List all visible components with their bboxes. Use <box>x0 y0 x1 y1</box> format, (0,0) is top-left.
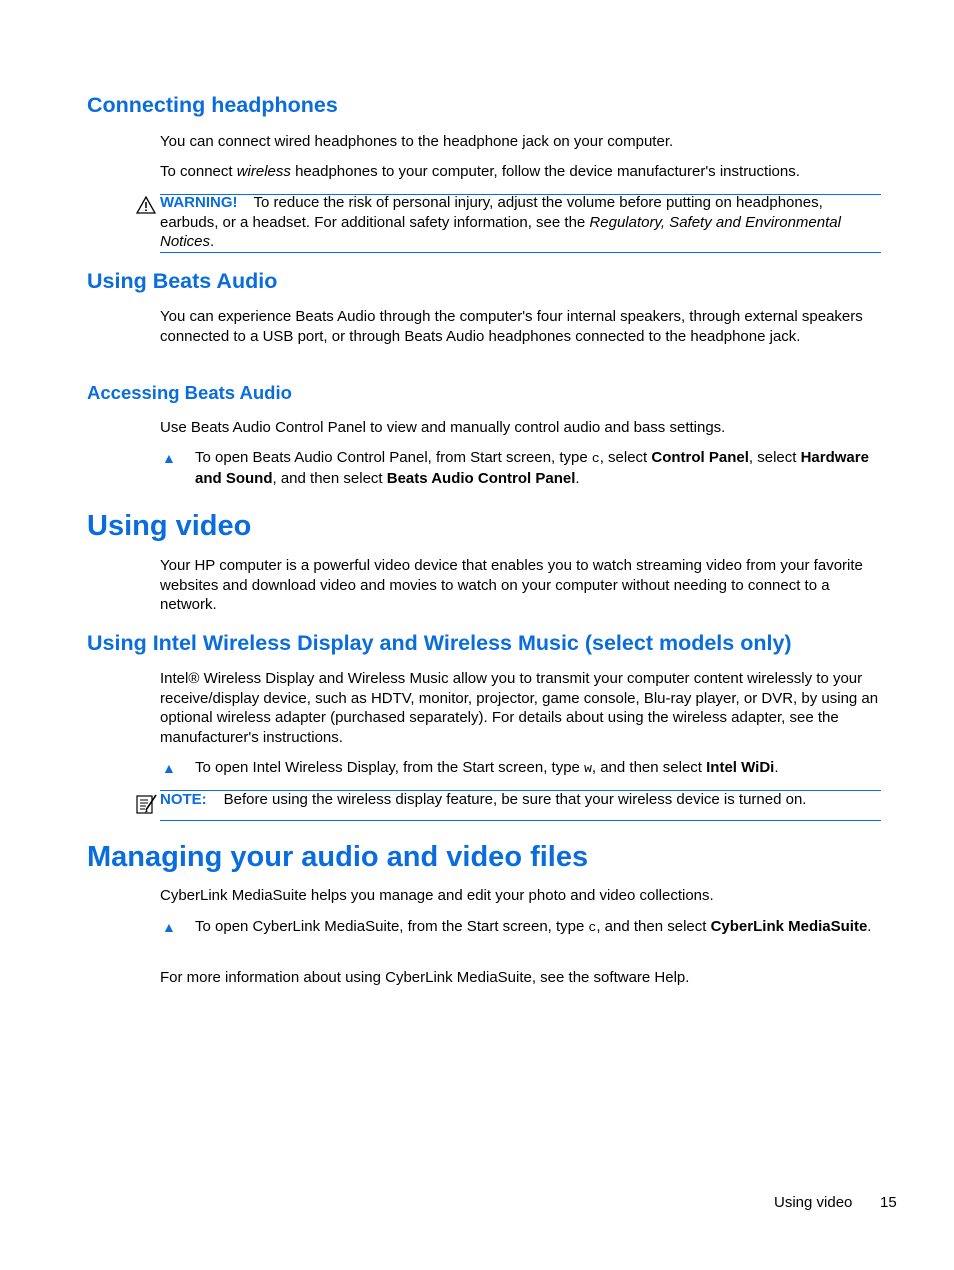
callout-rule-bottom <box>160 252 881 253</box>
warning-label: WARNING! <box>160 194 238 211</box>
warning-callout: WARNING! To reduce the risk of personal injury, adjust the volume before putting on headphones, earbuds, or a headset. For additional safety information, see the Regulatory, Safety and Environmental Notices. <box>160 194 841 250</box>
warning-icon <box>136 196 156 214</box>
paragraph: For more information about using CyberLink MediaSuite, see the software Help. <box>160 969 690 986</box>
paragraph: Your HP computer is a powerful video device that enables you to watch streaming video from your favorite websites and download video and movies to watch on your computer without needing to connect to a network. <box>160 557 863 613</box>
footer-section-name: Using video <box>774 1194 853 1211</box>
paragraph: Intel® Wireless Display and Wireless Music allow you to transmit your computer content wirelessly to your receive/display device, such as HDTV, monitor, projector, game console, Blu-ray player, or DVR, by using an optional wireless adapter (purchased separately). For details about using the wireless adapter, see the manufacturer's instructions. <box>160 670 879 746</box>
paragraph: You can connect wired headphones to the headphone jack on your computer. <box>160 133 674 150</box>
section-heading-connecting-headphones: Connecting headphones <box>87 93 338 117</box>
paragraph: To connect wireless headphones to your computer, follow the device manufacturer's instructions. <box>160 163 800 180</box>
footer-page-number: 15 <box>880 1194 897 1211</box>
note-icon <box>136 793 158 815</box>
step-bullet-icon: ▲ <box>162 450 176 466</box>
section-heading-using-beats-audio: Using Beats Audio <box>87 269 278 293</box>
callout-rule-bottom <box>160 820 881 821</box>
paragraph: Use Beats Audio Control Panel to view and manually control audio and bass settings. <box>160 419 726 436</box>
step-instruction: To open CyberLink MediaSuite, from the Start screen, type c, and then select CyberLink MediaSuite. <box>195 918 872 935</box>
step-instruction: To open Beats Audio Control Panel, from Start screen, type c, select Control Panel, select Hardware and Sound, and then select Beats Audio Control Panel. <box>195 449 869 487</box>
chapter-heading-using-video: Using video <box>87 510 252 542</box>
note-label: NOTE: <box>160 791 207 808</box>
step-bullet-icon: ▲ <box>162 919 176 935</box>
paragraph: CyberLink MediaSuite helps you manage and edit your photo and video collections. <box>160 887 714 904</box>
note-callout: NOTE: Before using the wireless display feature, be sure that your wireless device is turned on. <box>160 791 807 808</box>
section-heading-intel-wireless-display: Using Intel Wireless Display and Wireless Music (select models only) <box>87 631 792 655</box>
chapter-heading-managing-audio-video-files: Managing your audio and video files <box>87 841 589 873</box>
paragraph: You can experience Beats Audio through the computer's four internal speakers, through external speakers connected to a USB port, or through Beats Audio headphones connected to the headphone jack. <box>160 308 863 345</box>
step-bullet-icon: ▲ <box>162 760 176 776</box>
step-instruction: To open Intel Wireless Display, from the Start screen, type w, and then select Intel WiDi. <box>195 759 779 776</box>
subsection-heading-accessing-beats-audio: Accessing Beats Audio <box>87 382 292 403</box>
